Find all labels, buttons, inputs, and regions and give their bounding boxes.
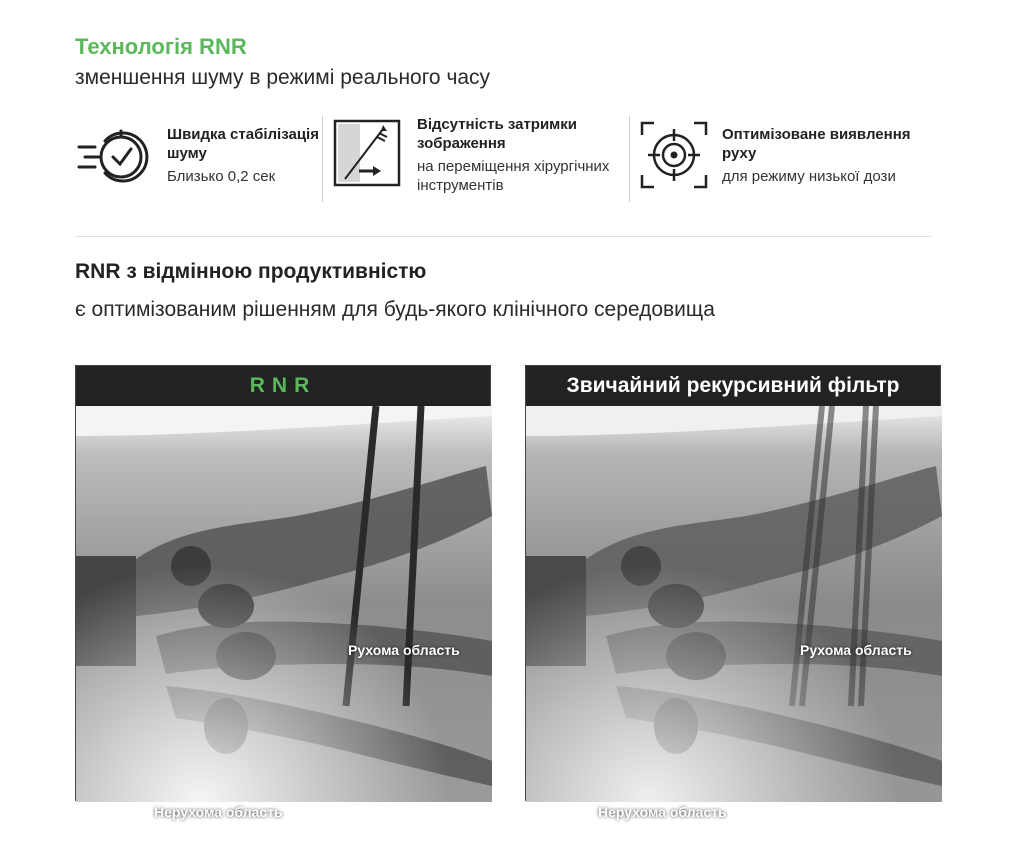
rnr-image-panel [75, 365, 491, 820]
clock-icon [75, 123, 155, 187]
panel-title: RNR [249, 374, 317, 397]
divider [322, 116, 323, 202]
section-subtitle: є оптимізованим рішенням для будь-якого клінічного середовища [75, 298, 715, 321]
xray-image-rnr [76, 406, 490, 820]
feature-no-delay [333, 100, 623, 210]
panel-header [76, 366, 490, 406]
static-area-label: Нерухома область [154, 804, 283, 820]
target-icon [638, 119, 710, 191]
section-divider [75, 236, 931, 237]
feature-desc: на переміщення хірургічних інструментів [417, 158, 610, 194]
feature-noise-stabilization [75, 100, 320, 210]
xray-image-recursive-filter [526, 406, 940, 820]
moving-area-label: Рухома область [348, 642, 460, 658]
feature-title: Відсутність затримки зображення [417, 116, 577, 152]
page-subtitle: зменшення шуму в режимі реального часу [75, 66, 491, 89]
feature-desc: для режиму низької дози [722, 167, 896, 185]
moving-area-label: Рухома область [800, 642, 912, 658]
feature-title: Швидка стабілізація шуму [167, 125, 319, 162]
feature-desc: Близько 0,2 сек [167, 167, 276, 185]
static-area-label: Нерухома область [598, 804, 727, 820]
feature-title: Оптимізоване виявлення руху [722, 125, 911, 162]
page-title: Технологія RNR [75, 34, 247, 59]
divider [629, 116, 630, 202]
feature-motion-detection [638, 100, 938, 210]
instrument-icon [333, 119, 405, 191]
recursive-filter-image-panel [525, 365, 941, 820]
panel-header [526, 366, 940, 406]
section-title: RNR з відмінною продуктивністю [75, 260, 427, 283]
panel-title: Звичайний рекурсивний фільтр [566, 374, 900, 397]
